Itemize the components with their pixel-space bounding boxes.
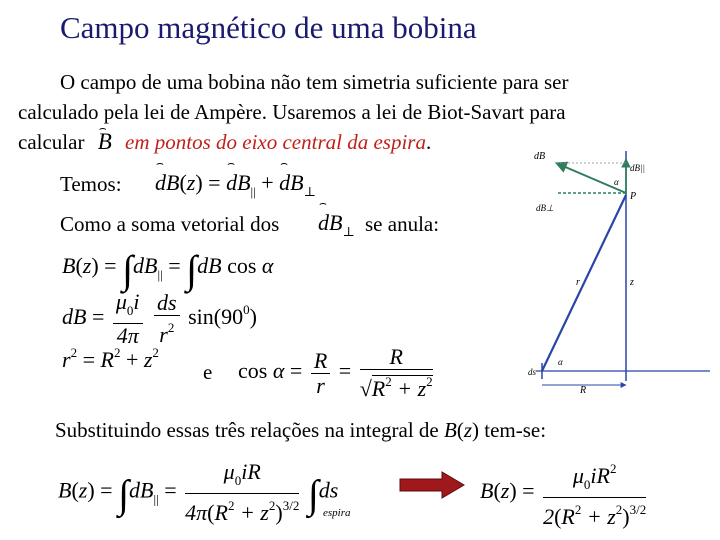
db-perp-symbol: ⌢ $dB_\perp$: [318, 210, 355, 240]
label-db-par: dB||: [630, 163, 645, 173]
label-r: r: [576, 277, 580, 288]
label-db: dB: [534, 151, 546, 162]
equation-db: dB = $\frac{\mu_0i}{4\pi}$ $\frac{ds}{r^2}$ $\sin(90^0)$: [62, 289, 257, 348]
substituindo-end: ) tem-se:: [472, 418, 547, 442]
label-ds: ds: [528, 367, 537, 377]
label-db-perp: dB⊥: [536, 203, 554, 213]
label-alpha-bottom: α: [558, 357, 563, 367]
substituindo-text: [55, 418, 546, 443]
integral-subscript: espira: [323, 507, 351, 519]
coil-field-diagram: [528, 145, 714, 395]
vector-b-symbol: ⌢ B: [98, 130, 112, 154]
substituindo-var: B: [443, 418, 457, 442]
paragraph-line-3: [18, 130, 431, 154]
substituindo-start: Substituindo essas três relações na integral de: [55, 418, 444, 442]
equation-geometry: $r^2 = R^2 + z^2$: [62, 345, 159, 372]
equation-b-substituted: $B(z) = \int dB_{||}$ = $\frac{\mu_0iR}{4\pi(R^2 + z^2)^{3/2}}$ ∫ds: [58, 459, 339, 525]
substituindo-mid: (: [456, 418, 464, 442]
soma-label: Como a soma vetorial dos: [60, 212, 280, 236]
label-radius: R: [580, 385, 587, 395]
conjunction-e: e: [203, 360, 213, 384]
slide-title: Campo magnético de uma bobina: [60, 10, 477, 45]
right-arrow-icon: [398, 470, 468, 500]
paragraph-line-3-end: .: [425, 130, 432, 154]
paragraph-line-3-start: calcular: [18, 130, 85, 154]
paragraph-line-2: calculado pela lei de Ampère. Usaremos a lei de Biot-Savart para: [18, 100, 566, 124]
paragraph-line-1: O campo de uma bobina não tem simetria suficiente para ser: [60, 70, 569, 94]
label-alpha-top: α: [614, 177, 619, 187]
substituindo-z: z: [463, 418, 472, 442]
temos-label: Temos:: [60, 172, 122, 196]
equation-b-integral: $B(z) = \int dB_{||} = \int dB$ cos α: [62, 247, 274, 292]
equation-b-final: B(z) = $\frac{\mu_0iR^2}{2(R^2 + z^2)^{3/2}}$: [480, 457, 649, 529]
equation-cos: cos α = $\frac{R}{r}$ = $\frac{R}{√R^2 + z^2}$: [238, 344, 433, 401]
label-p: P: [630, 191, 637, 202]
label-z: z: [630, 277, 634, 288]
anula-label: se anula:: [365, 212, 440, 236]
highlight-text: em pontos do eixo central da espira: [125, 130, 426, 154]
equation-db-sum: ⌢ dB(z) = ⌢ $dB_{||}$ + ⌢ $dB_\perp$: [155, 170, 316, 200]
